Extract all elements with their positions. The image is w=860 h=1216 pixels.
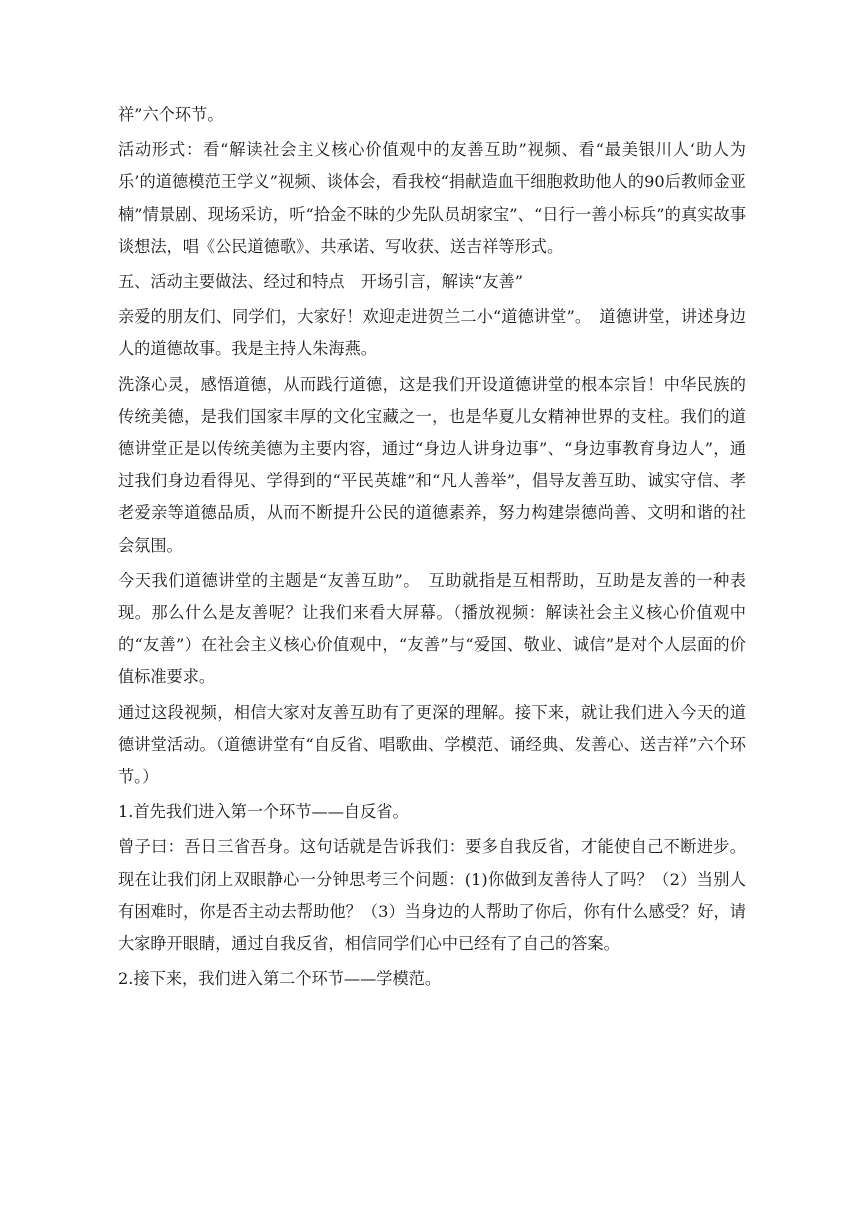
step-one-heading: 1.首先我们进入第一个环节——自反省。 (118, 802, 409, 822)
step-two-heading: 2.接下来，我们进入第二个环节——学模范。 (118, 969, 442, 989)
paragraph-theme: 今天我们道德讲堂的主题是“友善互助”。 互助就指是互相帮助，互助是友善的一种表现。那么什么是友善呢？让我们来看大屏幕。（播放视频：解读社会主义核心价值观中的“友善”）在社会主义核心价值观中，“友善”与“爱国、敬业、诚信”是对个人层面的价值标准要求。 (118, 570, 746, 687)
paragraph-self-reflection: 曾子曰：吾日三省吾身。这句话就是告诉我们：要多自我反省，才能使自己不断进步。现在让我们闭上双眼静心一分钟思考三个问题：(1)你做到友善待人了吗？（2）当别人有困难时，你是否主动去帮助他？（3）当身边的人帮助了你后，你有什么感受？好，请大家睁开眼睛，通过自我反省，相信同学们心中已经有了自己的答案。 (118, 837, 746, 954)
paragraph-greeting: 亲爱的朋友们、同学们，大家好！欢迎走进贺兰二小“道德讲堂”。 道德讲堂，讲述身边人的道德故事。我是主持人朱海燕。 (118, 307, 746, 359)
paragraph-purpose: 洗涤心灵，感悟道德，从而践行道德，这是我们开设道德讲堂的根本宗旨！中华民族的传统美德，是我们国家丰厚的文化宝藏之一，也是华夏儿女精神世界的支柱。我们的道德讲堂正是以传统美德为主要内容，通过“身边人讲身边事”、“身边事教育身边人”，通过我们身边看得见、学得到的“平民英雄”和“凡人善举”，倡导友善互助、诚实守信、孝老爱亲等道德品质，从而不断提升公民的道德素养，努力构建崇德尚善、文明和谐的社会氛围。 (118, 374, 746, 555)
paragraph-video-intro: 通过这段视频，相信大家对友善互助有了更深的理解。接下来，就让我们进入今天的道德讲堂活动。（道德讲堂有“自反省、唱歌曲、学模范、诵经典、发善心、送吉祥”六个环节。） (118, 702, 746, 787)
document-body (118, 99, 746, 998)
paragraph-continuation: 祥”六个环节。 (118, 105, 224, 124)
section-heading-five: 五、活动主要做法、经过和特点 开场引言，解读“友善” (118, 272, 524, 292)
paragraph-activity-format: 活动形式：看“解读社会主义核心价值观中的友善互助”视频、看“最美银川人‘助人为乐’的道德模范王学义”视频、谈体会，看我校“捐献造血干细胞救助他人的90后教师金亚楠”情景剧、现场采访，听“拾金不昧的少先队员胡家宝”、“日行一善小标兵”的真实故事谈想法，唱《公民道德歌》、共承诺、写收获、送吉祥等形式。 (118, 140, 746, 256)
